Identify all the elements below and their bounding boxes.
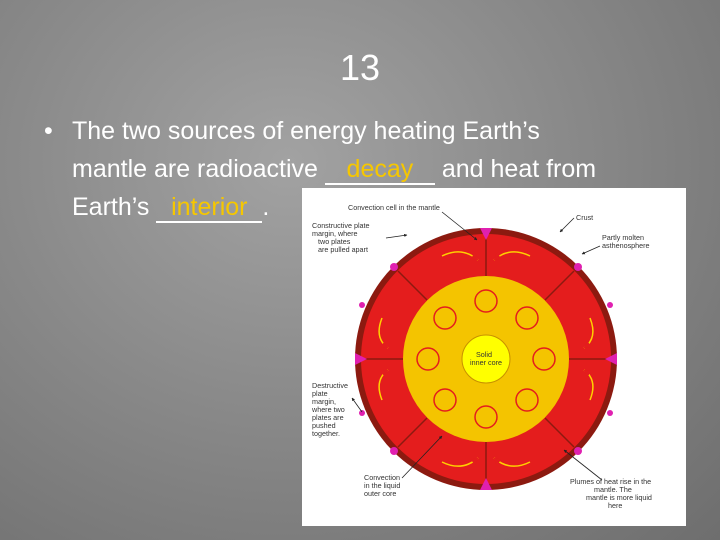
answer-blank-interior: interior [156,193,262,223]
label-plumes-2: mantle. The [594,485,632,494]
label-destructive-4: where two [312,405,345,414]
bullet-text-line-1: The two sources of energy heating Earth’s [72,117,540,145]
label-plumes-3: mantle is more liquid [586,493,652,502]
label-inner-core-1: Solid [476,350,492,359]
label-constructive-1: Constructive plate [312,221,370,230]
label-constructive-3: two plates [318,237,351,246]
bullet-symbol: • [44,117,53,145]
label-inner-core-2: inner core [470,358,502,367]
label-convection-mantle: Convection cell in the mantle [348,203,440,212]
label-outer-convection-2: in the liquid [364,481,401,490]
label-plumes-4: here [608,501,623,510]
label-partly-molten-2: asthenosphere [602,241,650,250]
label-crust: Crust [576,213,594,222]
label-outer-convection-3: outer core [364,489,397,498]
bullet-line-2 [44,150,704,188]
earth-structure-diagram [302,188,686,526]
label-destructive-3: margin, [312,397,336,406]
slide-title: 13 [339,47,381,88]
bullet-line-1 [44,112,704,150]
label-constructive-4: are pulled apart [318,245,368,254]
label-constructive-2: margin, where [312,229,358,238]
answer-blank-decay: decay [325,155,435,185]
label-plumes-1: Plumes of heat rise in the [570,477,652,486]
label-partly-molten-1: Partly molten [602,233,644,242]
label-destructive-6: pushed [312,421,336,430]
label-outer-convection-1: Convection [364,473,400,482]
bullet-text-line-2-prefix: mantle are radioactive [72,155,325,183]
label-destructive-7: together. [312,429,340,438]
label-destructive-1: Destructive [312,381,348,390]
bullet-text-line-3-suffix: . [262,193,270,221]
label-destructive-5: plates are [312,413,344,422]
earth-diagram-svg [302,188,686,526]
bullet-text-line-2-suffix: and heat from [434,155,597,183]
bullet-text-line-3-prefix: Earth’s [72,193,157,221]
label-destructive-2: plate [312,389,328,398]
